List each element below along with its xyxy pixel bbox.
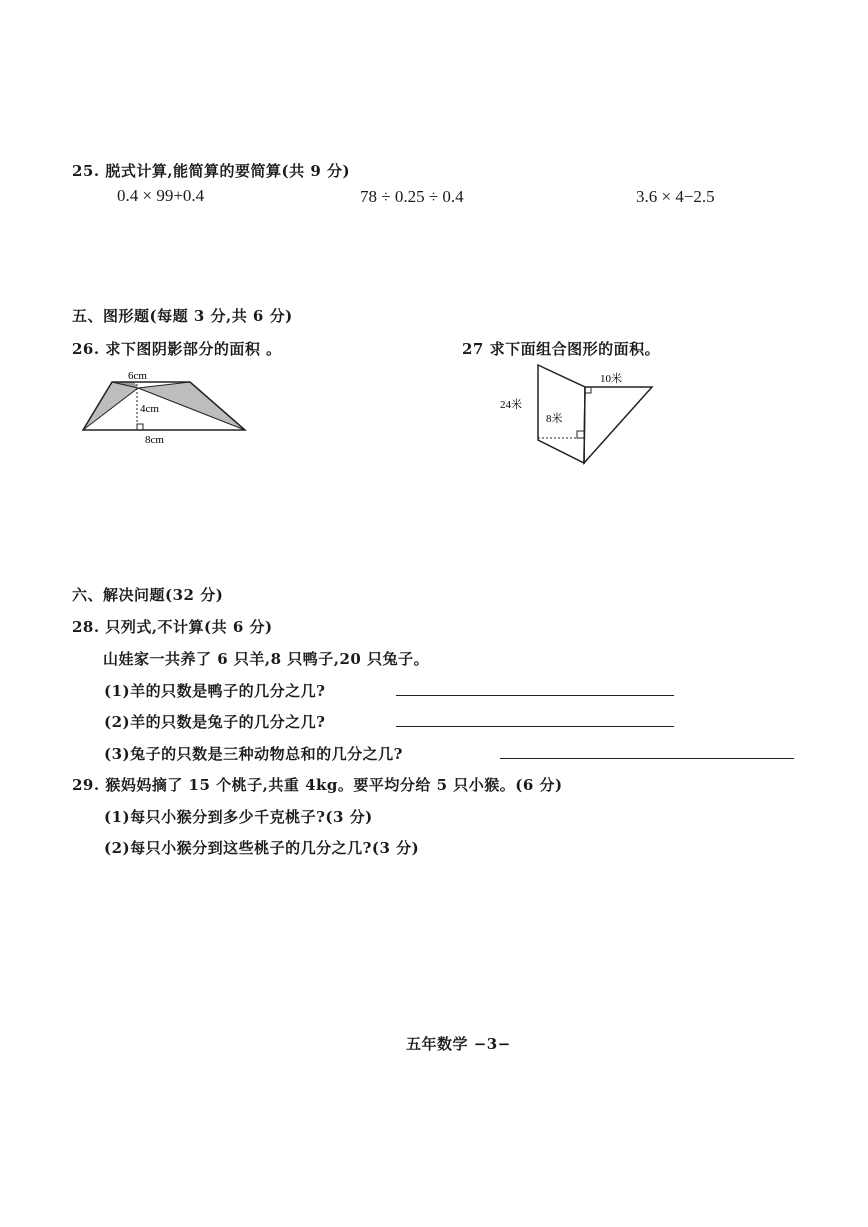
q27-triangle (584, 387, 652, 463)
q26-title: 26. 求下图阴影部分的面积 。 (72, 340, 282, 358)
q29-item-2: (2)每只小猴分到这些桃子的几分之几?(3 分) (104, 839, 420, 857)
q28-item-2: (2)羊的只数是兔子的几分之几? (104, 713, 326, 731)
q25-expression-1: 0.4 × 99+0.4 (117, 186, 205, 205)
q27-left-label: 24米 (500, 399, 522, 411)
q26-height-label: 4cm (140, 403, 159, 415)
q27-title: 27 求下面组合图形的面积。 (462, 340, 661, 358)
q27-inner-label: 8米 (546, 413, 563, 425)
q26-top-label: 6cm (128, 370, 147, 382)
section5-title: 五、图形题(每题 3 分,共 6 分) (72, 307, 293, 325)
q28-item-3: (3)兔子的只数是三种动物总和的几分之几? (104, 745, 403, 763)
q28-answer-line-3[interactable] (500, 758, 794, 759)
q29-item-1: (1)每只小猴分到多少千克桃子?(3 分) (104, 808, 373, 826)
q29-title: 29. 猴妈妈摘了 15 个桃子,共重 4kg。要平均分给 5 只小猴。(6 分) (72, 776, 563, 794)
q27-top-label: 10米 (600, 373, 622, 385)
q25-expression-2: 78 ÷ 0.25 ÷ 0.4 (360, 187, 464, 206)
q27-top-right-angle (585, 387, 591, 393)
q28-answer-line-2[interactable] (396, 726, 674, 727)
q28-title: 28. 只列式,不计算(共 6 分) (72, 618, 273, 636)
q26-right-angle-mark (137, 424, 143, 430)
q27-inner-right-angle (577, 431, 584, 438)
q28-answer-line-1[interactable] (396, 695, 674, 696)
page-footer: 五年数学 −3− (406, 1035, 511, 1053)
q25-expression-3: 3.6 × 4−2.5 (636, 187, 715, 206)
q25-title: 25. 脱式计算,能简算的要简算(共 9 分) (72, 162, 351, 180)
q26-shaded-left-triangle (83, 382, 138, 430)
section6-title: 六、解决问题(32 分) (72, 586, 224, 604)
q27-composite-figure (490, 362, 670, 470)
q28-intro: 山娃家一共养了 6 只羊,8 只鸭子,20 只兔子。 (103, 650, 430, 668)
q28-item-1: (1)羊的只数是鸭子的几分之几? (104, 682, 326, 700)
q26-trapezoid-figure (70, 368, 260, 450)
q26-bottom-label: 8cm (145, 434, 164, 446)
